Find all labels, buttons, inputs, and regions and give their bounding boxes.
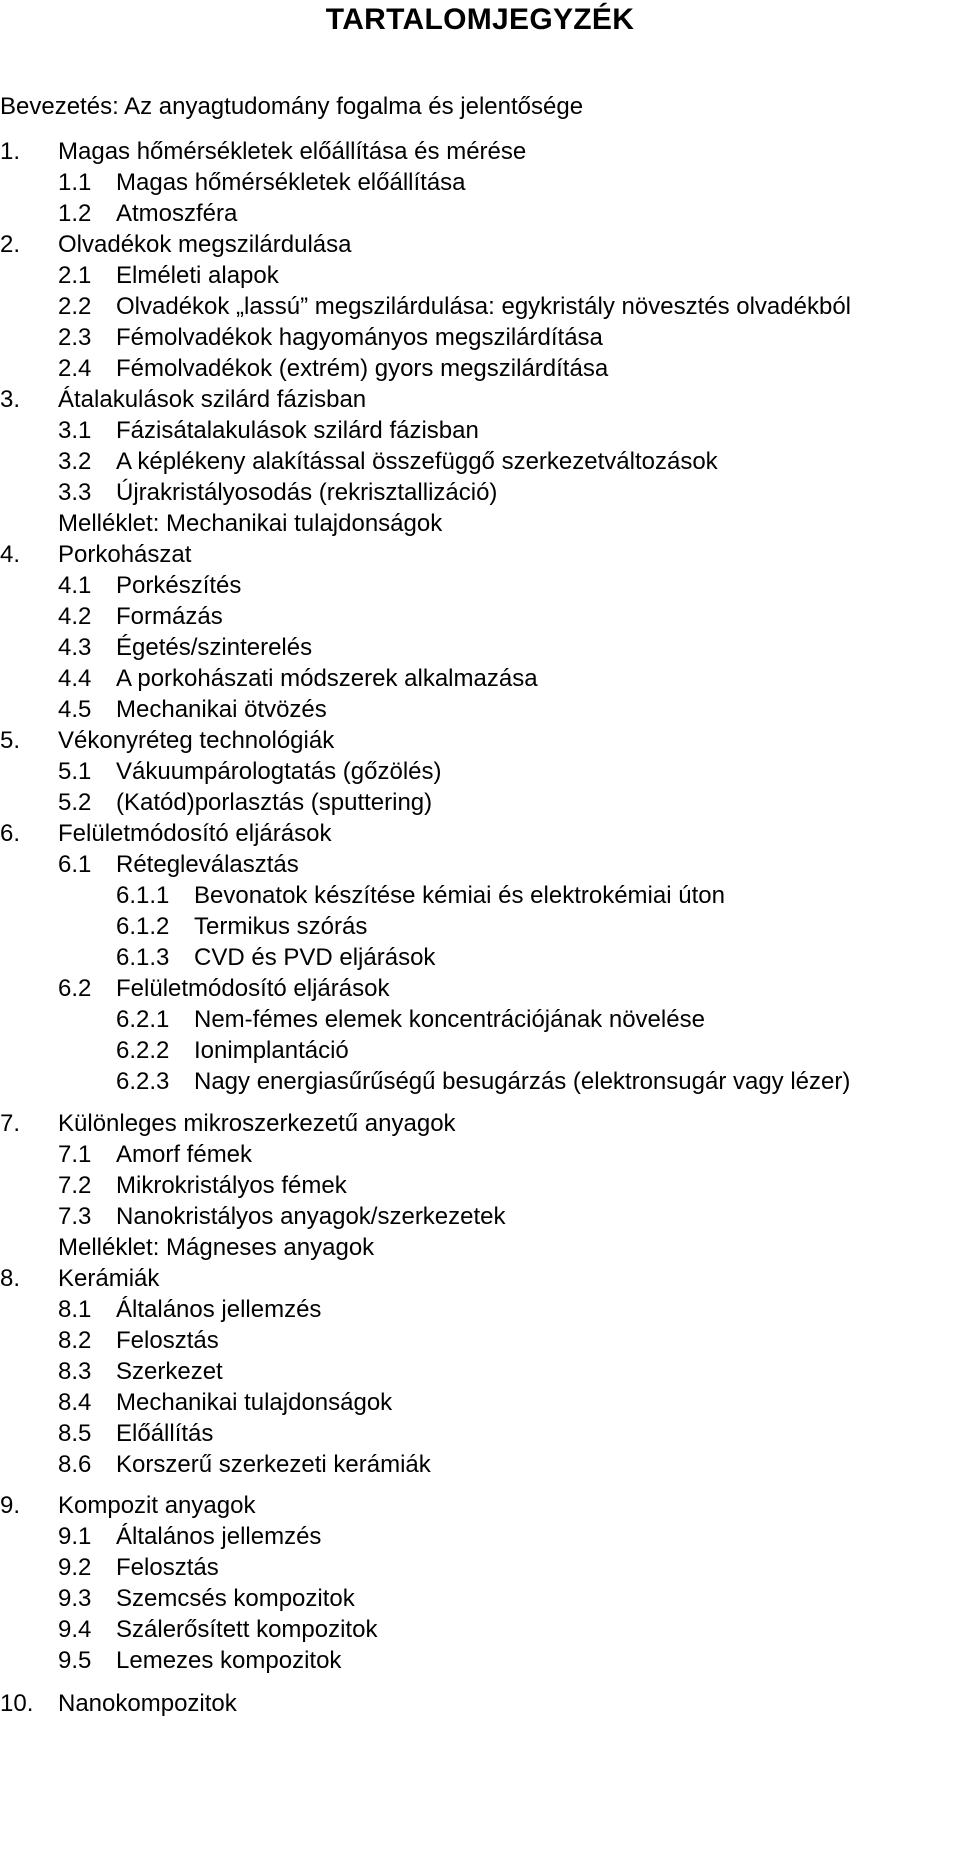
toc-entry-number: 8.6 <box>58 1451 92 1478</box>
toc-entry-number: 8.3 <box>58 1358 92 1385</box>
toc-entry-number: 8.2 <box>58 1327 92 1354</box>
toc-entry-title: Nanokompozitok <box>58 1690 237 1717</box>
toc-entry-title: Mechanikai tulajdonságok <box>116 1389 393 1416</box>
toc-entry-number: 9.3 <box>58 1585 92 1612</box>
toc-entry-number: 7.2 <box>58 1172 92 1199</box>
toc-entry-number: 1.1 <box>58 169 92 196</box>
toc-entry-title: Melléklet: Mágneses anyagok <box>58 1234 375 1261</box>
toc-entry <box>0 1647 960 1675</box>
toc-entry-title: Fázisátalakulások szilárd fázisban <box>116 417 479 444</box>
toc-entry-title: Mikrokristályos fémek <box>116 1172 347 1199</box>
toc-entry <box>0 1172 960 1200</box>
toc-entry-title: Olvadékok „lassú” megszilárdulása: egykristály növesztés olvadékból <box>116 293 851 320</box>
toc-entry <box>0 572 960 600</box>
toc-entry-title: Előállítás <box>116 1420 214 1447</box>
toc-entry-title: Termikus szórás <box>194 913 368 940</box>
toc-entry-number: 3.3 <box>58 479 92 506</box>
toc-entry <box>0 417 960 445</box>
toc-intro: Bevezetés: Az anyagtudomány fogalma és jelentősége <box>0 93 584 120</box>
toc-entry-number: 9.4 <box>58 1616 92 1643</box>
toc-entry-number: 6.1.1 <box>116 882 170 909</box>
toc-entry-number: 1.2 <box>58 200 92 227</box>
toc-entry-number: 6.2.1 <box>116 1006 170 1033</box>
toc-entry-number: 4.3 <box>58 634 92 661</box>
toc-entry-title: Lemezes kompozitok <box>116 1647 342 1674</box>
toc-entry <box>0 1234 960 1262</box>
toc-entry-number: 4.5 <box>58 696 92 723</box>
toc-entry-title: Mechanikai ötvözés <box>116 696 327 723</box>
toc-entry-number: 6.2.3 <box>116 1068 170 1095</box>
toc-entry-number: 8.1 <box>58 1296 92 1323</box>
toc-entry-title: Formázás <box>116 603 223 630</box>
toc-entry <box>0 1616 960 1644</box>
toc-entry-number: 9.2 <box>58 1554 92 1581</box>
toc-entry-number: 3. <box>0 386 21 413</box>
toc-entry-number: 5.2 <box>58 789 92 816</box>
toc-entry-number: 4. <box>0 541 21 568</box>
toc-entry-number: 6.2 <box>58 975 92 1002</box>
toc-entry <box>0 1110 960 1138</box>
toc-entry-title: Nem-fémes elemek koncentrációjának növelése <box>194 1006 705 1033</box>
toc-entry-number: 1. <box>0 138 21 165</box>
toc-entry <box>0 1327 960 1355</box>
toc-entry-number: 10. <box>0 1690 34 1717</box>
toc-entry <box>0 1451 960 1479</box>
toc-entry-title: Szerkezet <box>116 1358 223 1385</box>
toc-entry <box>0 851 960 879</box>
toc-entry-title: Korszerű szerkezeti kerámiák <box>116 1451 431 1478</box>
toc-entry <box>0 1296 960 1324</box>
toc-entry-number: 3.1 <box>58 417 92 444</box>
toc-entry <box>0 975 960 1003</box>
toc-entry-number: 9. <box>0 1492 21 1519</box>
toc-entry-title: Kompozit anyagok <box>58 1492 256 1519</box>
toc-entry-title: Kerámiák <box>58 1265 160 1292</box>
toc-entry <box>0 1523 960 1551</box>
toc-entry-title: Bevonatok készítése kémiai és elektrokémiai úton <box>194 882 725 909</box>
toc-entry-number: 5.1 <box>58 758 92 785</box>
toc-entry <box>0 1420 960 1448</box>
toc-entry-title: Olvadékok megszilárdulása <box>58 231 352 258</box>
toc-entry <box>0 1006 960 1034</box>
toc-entry-number: 7.3 <box>58 1203 92 1230</box>
toc-entry <box>0 913 960 941</box>
toc-entry-title: Különleges mikroszerkezetű anyagok <box>58 1110 456 1137</box>
toc-entry <box>0 200 960 228</box>
toc-entry-title: Égetés/szinterelés <box>116 634 313 661</box>
toc-entry-number: 2.4 <box>58 355 92 382</box>
toc-entry <box>0 324 960 352</box>
toc-entry <box>0 789 960 817</box>
toc-entry-title: Elméleti alapok <box>116 262 279 289</box>
toc-entry-title: (Katód)porlasztás (sputtering) <box>116 789 433 816</box>
toc-entry <box>0 882 960 910</box>
toc-entry <box>0 1690 960 1718</box>
toc-entry-title: Általános jellemzés <box>116 1296 322 1323</box>
toc-entry-number: 2.3 <box>58 324 92 351</box>
toc-entry-title: Újrakristályosodás (rekrisztallizáció) <box>116 479 498 506</box>
toc-entry-number: 4.1 <box>58 572 92 599</box>
toc-entry-number: 5. <box>0 727 21 754</box>
toc-entry-title: A porkohászati módszerek alkalmazása <box>116 665 538 692</box>
toc-entry-number: 3.2 <box>58 448 92 475</box>
toc-entry-title: Magas hőmérsékletek előállítása <box>116 169 466 196</box>
toc-entry-number: 8.4 <box>58 1389 92 1416</box>
toc-entry-number: 9.5 <box>58 1647 92 1674</box>
toc-entry-title: Atmoszféra <box>116 200 238 227</box>
toc-entry-title: Felosztás <box>116 1327 219 1354</box>
toc-entry-title: Szemcsés kompozitok <box>116 1585 355 1612</box>
toc-entry-title: Átalakulások szilárd fázisban <box>58 386 367 413</box>
toc-entry-number: 2. <box>0 231 21 258</box>
toc-entry <box>0 603 960 631</box>
toc-entry <box>0 696 960 724</box>
toc-entry-number: 4.4 <box>58 665 92 692</box>
toc-entry-title: Ionimplantáció <box>194 1037 349 1064</box>
toc-entry <box>0 293 960 321</box>
toc-entry-title: Felületmódosító eljárások <box>58 820 332 847</box>
toc-entry-title: Nanokristályos anyagok/szerkezetek <box>116 1203 506 1230</box>
toc-entry <box>0 1068 960 1096</box>
toc-entry-title: Vékonyréteg technológiák <box>58 727 335 754</box>
toc-entry <box>0 758 960 786</box>
toc-entry <box>0 1554 960 1582</box>
toc-entry-title: Nagy energiasűrűségű besugárzás (elektronsugár vagy lézer) <box>194 1068 851 1095</box>
toc-entry-number: 7.1 <box>58 1141 92 1168</box>
toc-entry <box>0 448 960 476</box>
toc-entry <box>0 1203 960 1231</box>
toc-entry <box>0 1389 960 1417</box>
toc-entry-number: 2.2 <box>58 293 92 320</box>
toc-entry-title: Fémolvadékok hagyományos megszilárdítása <box>116 324 603 351</box>
toc-entry-title: Általános jellemzés <box>116 1523 322 1550</box>
toc-entry-title: Porkohászat <box>58 541 192 568</box>
toc-entry <box>0 1037 960 1065</box>
toc-entry-title: Felosztás <box>116 1554 219 1581</box>
toc-entry-title: Felületmódosító eljárások <box>116 975 390 1002</box>
toc-entry-title: Porkészítés <box>116 572 242 599</box>
toc-entry-title: Rétegleválasztás <box>116 851 299 878</box>
toc-entry-title: Melléklet: Mechanikai tulajdonságok <box>58 510 443 537</box>
toc-entry <box>0 1141 960 1169</box>
toc-entry <box>0 1265 960 1293</box>
toc-entry <box>0 1585 960 1613</box>
toc-entry <box>0 510 960 538</box>
toc-entry-number: 6.2.2 <box>116 1037 170 1064</box>
toc-entry <box>0 262 960 290</box>
toc-entry-number: 6.1.3 <box>116 944 170 971</box>
toc-entry-number: 8.5 <box>58 1420 92 1447</box>
toc-entry-title: Szálerősített kompozitok <box>116 1616 378 1643</box>
toc-entry <box>0 944 960 972</box>
toc-entry <box>0 169 960 197</box>
toc-entry <box>0 1492 960 1520</box>
toc-entry-number: 6.1 <box>58 851 92 878</box>
toc-entry-title: Amorf fémek <box>116 1141 253 1168</box>
toc-entry-number: 4.2 <box>58 603 92 630</box>
toc-entry <box>0 541 960 569</box>
toc-entry-title: Magas hőmérsékletek előállítása és mérése <box>58 138 527 165</box>
toc-entry <box>0 386 960 414</box>
toc-entry <box>0 231 960 259</box>
toc-entry <box>0 138 960 166</box>
page-title: TARTALOMJEGYZÉK <box>325 3 635 36</box>
toc-entry-number: 6. <box>0 820 21 847</box>
toc-entry-number: 8. <box>0 1265 21 1292</box>
toc-entry <box>0 665 960 693</box>
toc-entry <box>0 634 960 662</box>
toc-entry-number: 9.1 <box>58 1523 92 1550</box>
toc-entry <box>0 820 960 848</box>
toc-entry-title: CVD és PVD eljárások <box>194 944 436 971</box>
toc-entry <box>0 479 960 507</box>
toc-entry <box>0 727 960 755</box>
toc-entry-title: Fémolvadékok (extrém) gyors megszilárdítása <box>116 355 609 382</box>
toc-entry-number: 2.1 <box>58 262 92 289</box>
toc-entry <box>0 1358 960 1386</box>
toc-entry-title: Vákuumpárologtatás (gőzölés) <box>116 758 442 785</box>
toc-entry-number: 6.1.2 <box>116 913 170 940</box>
toc-entry-number: 7. <box>0 1110 21 1137</box>
toc-entry <box>0 355 960 383</box>
toc-entry-title: A képlékeny alakítással összefüggő szerkezetváltozások <box>116 448 718 475</box>
